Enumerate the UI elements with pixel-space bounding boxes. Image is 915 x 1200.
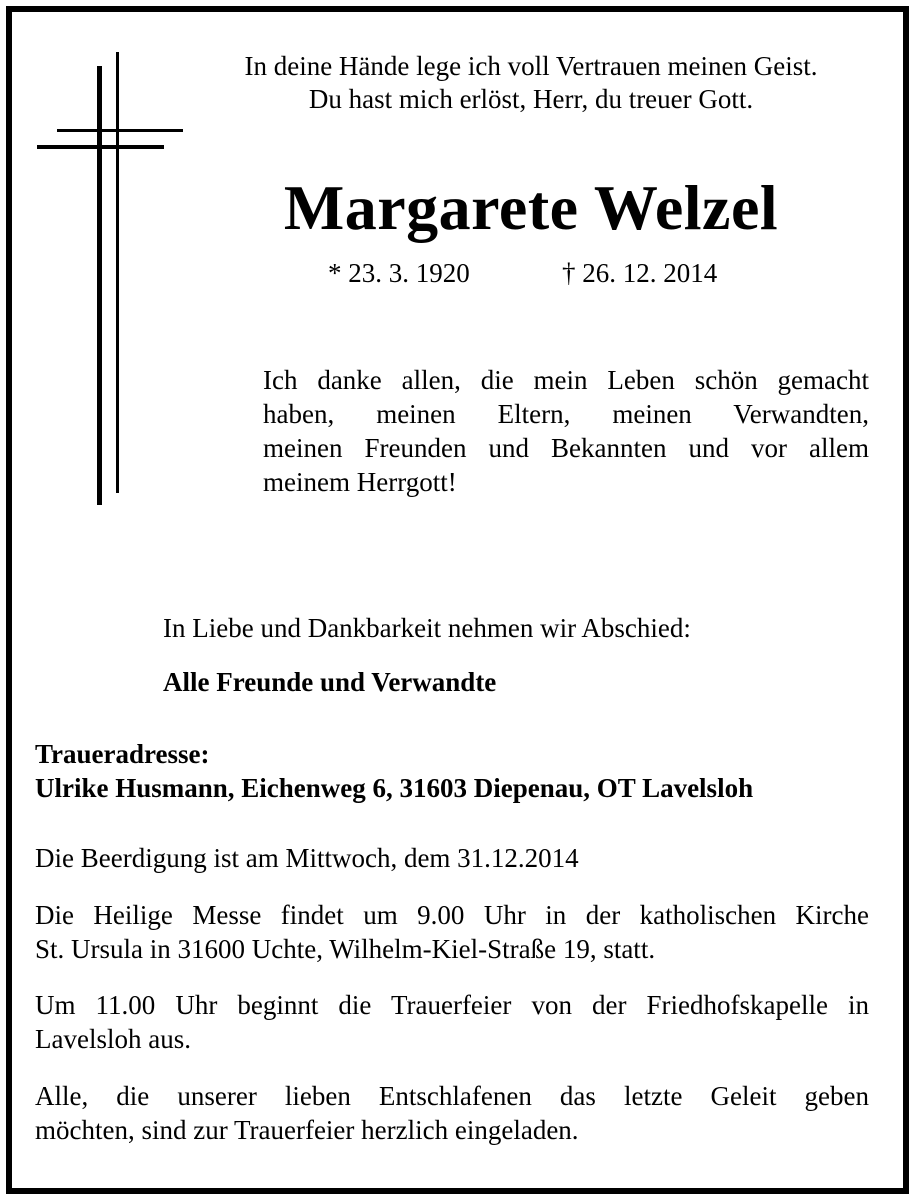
mass-line-1: Die Heilige Messe findet um 9.00 Uhr in der katholischen Kirche — [35, 900, 869, 930]
bible-verse — [190, 50, 872, 116]
invite-line-1: Alle, die unserer lieben Entschlafenen das letzte Geleit geben — [35, 1081, 869, 1111]
cross-vertical-bar-right — [116, 52, 119, 493]
ceremony-info — [35, 988, 869, 1056]
burial-line: Die Beerdigung ist am Mittwoch, dem 31.12.2014 — [35, 843, 579, 873]
cross-horizontal-bar-upper — [57, 129, 183, 132]
birth-date: * 23. 3. 1920 — [328, 258, 470, 288]
mourning-address-label: Traueradresse: — [35, 739, 210, 769]
thanks-line-2: haben, meinen Eltern, meinen Verwandten, — [263, 399, 869, 429]
death-date: † 26. 12. 2014 — [562, 258, 718, 288]
deceased-name: Margarete Welzel — [283, 172, 779, 243]
thanks-line-1: Ich danke allen, die mein Leben schön gemacht — [263, 365, 869, 395]
invite-line-2: möchten, sind zur Trauerfeier herzlich eingeladen. — [35, 1115, 579, 1145]
thanks-line-4: meinem Herrgott! — [263, 467, 457, 497]
signers: Alle Freunde und Verwandte — [163, 667, 497, 697]
ceremony-line-1: Um 11.00 Uhr beginnt die Trauerfeier von der Friedhofskapelle in — [35, 990, 869, 1020]
cross-horizontal-bar-lower — [37, 145, 164, 149]
mourning-address: Ulrike Husmann, Eichenweg 6, 31603 Diepenau, OT Lavelsloh — [35, 773, 754, 803]
ceremony-line-2: Lavelsloh aus. — [35, 1024, 191, 1054]
thanks-message — [263, 363, 869, 499]
burial-info — [35, 841, 869, 875]
mass-line-2: St. Ursula in 31600 Uchte, Wilhelm-Kiel-Straße 19, statt. — [35, 934, 656, 964]
farewell-line: In Liebe und Dankbarkeit nehmen wir Abschied: — [163, 613, 691, 643]
thanks-line-3: meinen Freunden und Bekannten und vor allem — [263, 433, 869, 463]
verse-line-1: In deine Hände lege ich voll Vertrauen meinen Geist. — [244, 51, 818, 81]
verse-line-2: Du hast mich erlöst, Herr, du treuer Gott. — [308, 84, 754, 114]
invitation-info — [35, 1079, 869, 1147]
mass-info — [35, 898, 869, 966]
